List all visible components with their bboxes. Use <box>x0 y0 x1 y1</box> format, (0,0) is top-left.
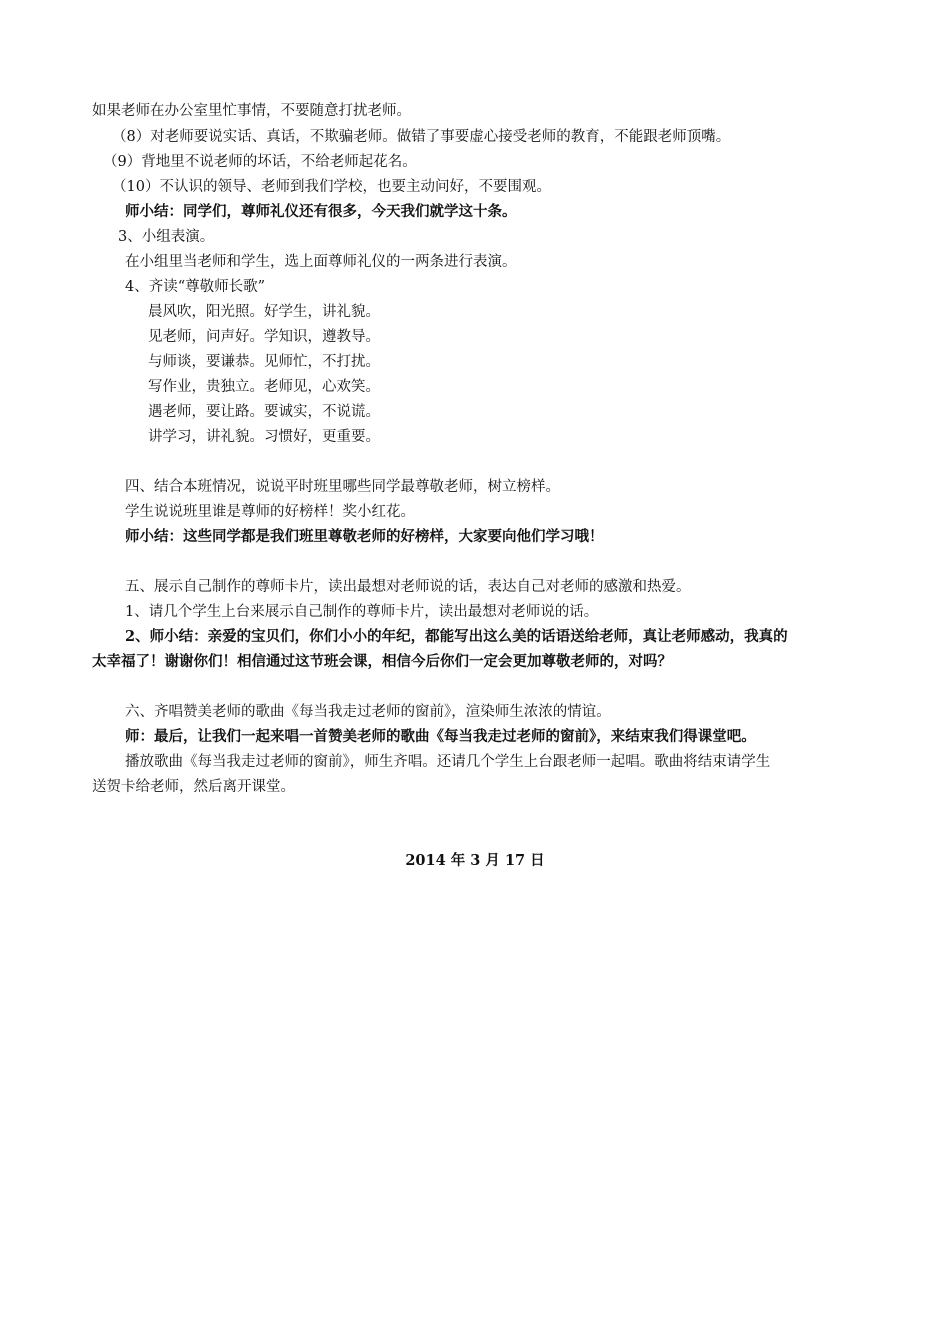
summary-line: 师小结：同学们，尊师礼仪还有很多，今天我们就学这十条。 <box>125 203 517 220</box>
text-line: 送贺卡给老师，然后离开课堂。 <box>92 779 295 795</box>
text-line: 学生说说班里谁是尊师的好榜样！奖小红花。 <box>125 504 415 520</box>
song-line: 讲学习，讲礼貌。习惯好，更重要。 <box>148 429 380 445</box>
summary-line: 2、师小结：亲爱的宝贝们，你们小小的年纪，都能写出这么美的话语送给老师，真让老师感动，我真的 <box>125 628 788 645</box>
text-line: 3、小组表演。 <box>118 229 215 245</box>
section-heading: 五、展示自己制作的尊师卡片，读出最想对老师说的话，表达自己对老师的感激和热爱。 <box>125 579 691 595</box>
text-line: 播放歌曲《每当我走过老师的窗前》，师生齐唱。还请几个学生上台跟老师一起唱。歌曲将结束请学生 <box>125 754 771 770</box>
text-line: 1、请几个学生上台来展示自己制作的尊师卡片，读出最想对老师说的话。 <box>125 604 599 620</box>
song-line: 与师谈，要谦恭。见师忙，不打扰。 <box>148 354 380 370</box>
text-line: （9）背地里不说老师的坏话，不给老师起花名。 <box>103 154 417 170</box>
text-line: 如果老师在办公室里忙事情，不要随意打扰老师。 <box>92 103 411 119</box>
section-heading: 四、结合本班情况，说说平时班里哪些同学最尊敬老师，树立榜样。 <box>125 479 560 495</box>
song-line: 写作业，贵独立。老师见，心欢笑。 <box>148 379 380 395</box>
teacher-line: 师：最后，让我们一起来唱一首赞美老师的歌曲《每当我走过老师的窗前》，来结束我们得课堂吧。 <box>125 728 756 745</box>
summary-line: 太幸福了！谢谢你们！相信通过这节班会课，相信今后你们一定会更加尊敬老师的，对吗？ <box>92 653 672 670</box>
text-line: 4、齐读“尊敬师长歌” <box>125 279 266 295</box>
song-line: 晨风吹，阳光照。好学生，讲礼貌。 <box>148 304 380 320</box>
song-line: 遇老师，要让路。要诚实，不说谎。 <box>148 404 380 420</box>
text-line: 在小组里当老师和学生，选上面尊师礼仪的一两条进行表演。 <box>125 254 517 270</box>
document-date: 2014 年 3 月 17 日 <box>405 852 545 869</box>
text-line: （8）对老师要说实话、真话，不欺骗老师。做错了事要虚心接受老师的教育，不能跟老师顶嘴。 <box>112 129 731 145</box>
text-line: （10）不认识的领导、老师到我们学校，也要主动问好，不要围观。 <box>112 179 551 195</box>
section-heading: 六、齐唱赞美老师的歌曲《每当我走过老师的窗前》，渲染师生浓浓的情谊。 <box>125 704 611 720</box>
summary-line: 师小结：这些同学都是我们班里尊敬老师的好榜样，大家要向他们学习哦！ <box>125 528 604 545</box>
song-line: 见老师，问声好。学知识，遵教导。 <box>148 329 380 345</box>
